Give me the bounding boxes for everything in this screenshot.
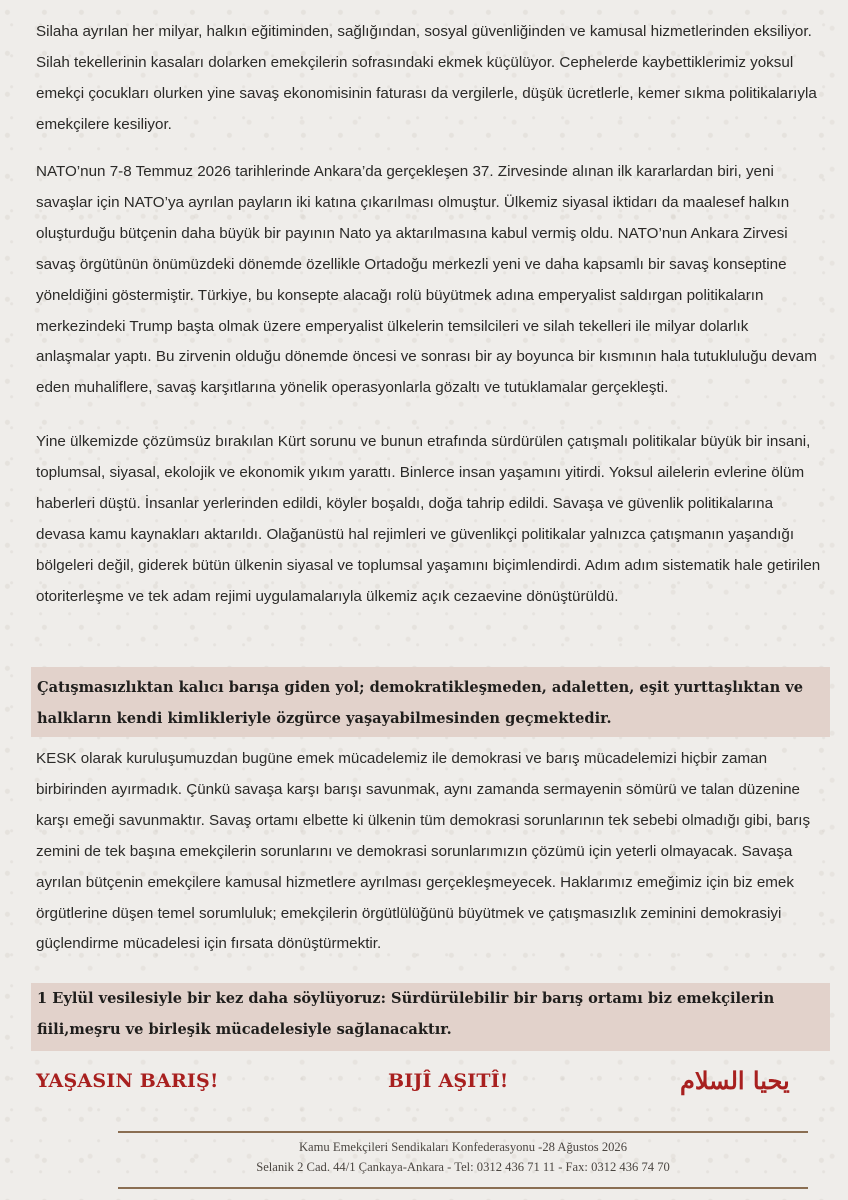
slogan-arabic: يحيا السلام — [680, 1066, 790, 1095]
slogan-turkish: YAŞASIN BARIŞ! — [36, 1070, 219, 1092]
paragraph-budget: Silaha ayrılan her milyar, halkın eğitiminden, sağlığından, sosyal güvenliğinden ve kamusal hizmetlerinden eksiliyor. Silah tekellerinin kasaları dolarken emekçilerin sofrasındaki ekmek küçülüyor. Cephelerde kaybettiklerimiz yoksul emekçi çocukları olurken yine savaş ekonomisinin faturası da vergilerle, düşük ücretlerle, kemer sıkma politikalarıyla emekçilere kesiliyor. — [36, 23, 817, 133]
paragraph-nato-summit: NATO’nun 7-8 Temmuz 2026 tarihlerinde Ankara’da gerçekleşen 37. Zirvesinde alınan ilk kararlardan biri, yeni savaşlar için NATO’ya ayrılan payların iki katına çıkarılması olmuştur. Ülkemiz siyasal iktidarı da maalesef halkın oluşturduğu bütçenin daha büyük bir payının Nato ya aktarılmasına kabul vermiş oldu. NATO’nun Ankara Zirvesi savaş örgütünün önümüzdeki dönemde özellikle Ortadoğu merkezli yeni ve daha kapsamlı bir savaş konseptine yöneldiğini göstermiştir. Türkiye, bu konsepte alacağı rolü büyütmek adına emperyalist saldırgan politikaların merkezindeki Trump başta olmak üzere emperyalist ülkelerin temsilcileri ve silah tekelleri ile milyar dolarlık anlaşmalar yaptı. Bu zirvenin olduğu dönemde öncesi ve sonrası bir ay boyunca bir kısmının hala tutukluluğu devam eden muhaliflere, savaş karşıtlarına yönelik operasyonlarla gözaltı ve tutuklamalar gerçekleşti. — [36, 163, 817, 397]
paragraph-kesk: KESK olarak kuruluşumuzdan bugüne emek mücadelemiz ile demokrasi ve barış mücadelemizi hiçbir zaman birbirinden ayırmadık. Çünkü savaşa karşı barışı savunmak, aynı zamanda sermayenin sömürü ve talan düzenine karşı emeği savunmaktır. Savaş ortamı elbette ki ülkenin tüm demokrasi sorunlarının tek sebebi olmadığı gibi, barış zemini de tek başına emekçilerin sorunlarını ve demokrasi sorunlarımızın çözümü için yeterli olmayacak. Savaşa ayrılan bütçenin emekçilere kamusal hizmetlere ayrılması gerçekleşmeyecek. Haklarımız emeğimiz için biz emek örgütlerine düşen temel sorumluluk; emekçilerin örgütlülüğünü büyütmek ve çatışmasızlık zeminini demokrasiyi güçlendirme mücadelesi için fırsata dönüştürmektir. — [36, 750, 811, 953]
paragraph-kurdish-issue: Yine ülkemizde çözümsüz bırakılan Kürt sorunu ve bunun etrafında sürdürülen çatışmalı politikalar büyük bir insani, toplumsal, siyasal, ekolojik ve ekonomik yıkım yarattı. Binlerce insan yaşamını yitirdi. Yoksul ailelerin evlerine ölüm haberleri düştü. İnsanlar yerlerinden edildi, köyler boşaldı, doğa tahrip edildi. Savaşa ve güvenlik politikalarına devasa kamu kaynakları aktarıldı. Olağanüstü hal rejimleri ve güvenlikçi politikalar yalnızca çatışmanın yaşandığı bölgeleri değil, giderek bütün ülkenin siyasal ve toplumsal yaşamını biçimlendirdi. Adım adım sistematik hale getirilen otoriterleşme ve tek adam rejimi uygulamalarıyla ülkemiz açık cezaevine dönüştürüldü. — [36, 433, 821, 605]
highlight-box-peace — [31, 667, 830, 737]
highlight-text-peace: Çatışmasızlıktan kalıcı barışa giden yol; demokratikleşmeden, adaletten, eşit yurttaşlıktan ve halkların kendi kimlikleriyle özgürce yaşayabilmesinden geçmektedir. — [37, 679, 804, 727]
footer-divider-top — [118, 1131, 808, 1133]
footer-organization: Kamu Emekçileri Sendikaları Konfederasyonu -28 Ağustos 2026 — [298, 1140, 628, 1154]
slogan-kurdish: BIJÎ AŞITÎ! — [388, 1070, 509, 1092]
footer-divider-bottom — [118, 1187, 808, 1189]
highlight-text-september: 1 Eylül vesilesiyle bir kez daha söylüyoruz: Sürdürülebilir bir barış ortamı biz emekçilerin fiili,meşru ve birleşik mücadelesiyle sağlanacaktır. — [37, 990, 775, 1038]
highlight-box-september — [31, 983, 830, 1051]
footer-address: Selanik 2 Cad. 44/1 Çankaya-Ankara - Tel: 0312 436 71 11 - Fax: 0312 436 74 70 — [256, 1160, 670, 1174]
